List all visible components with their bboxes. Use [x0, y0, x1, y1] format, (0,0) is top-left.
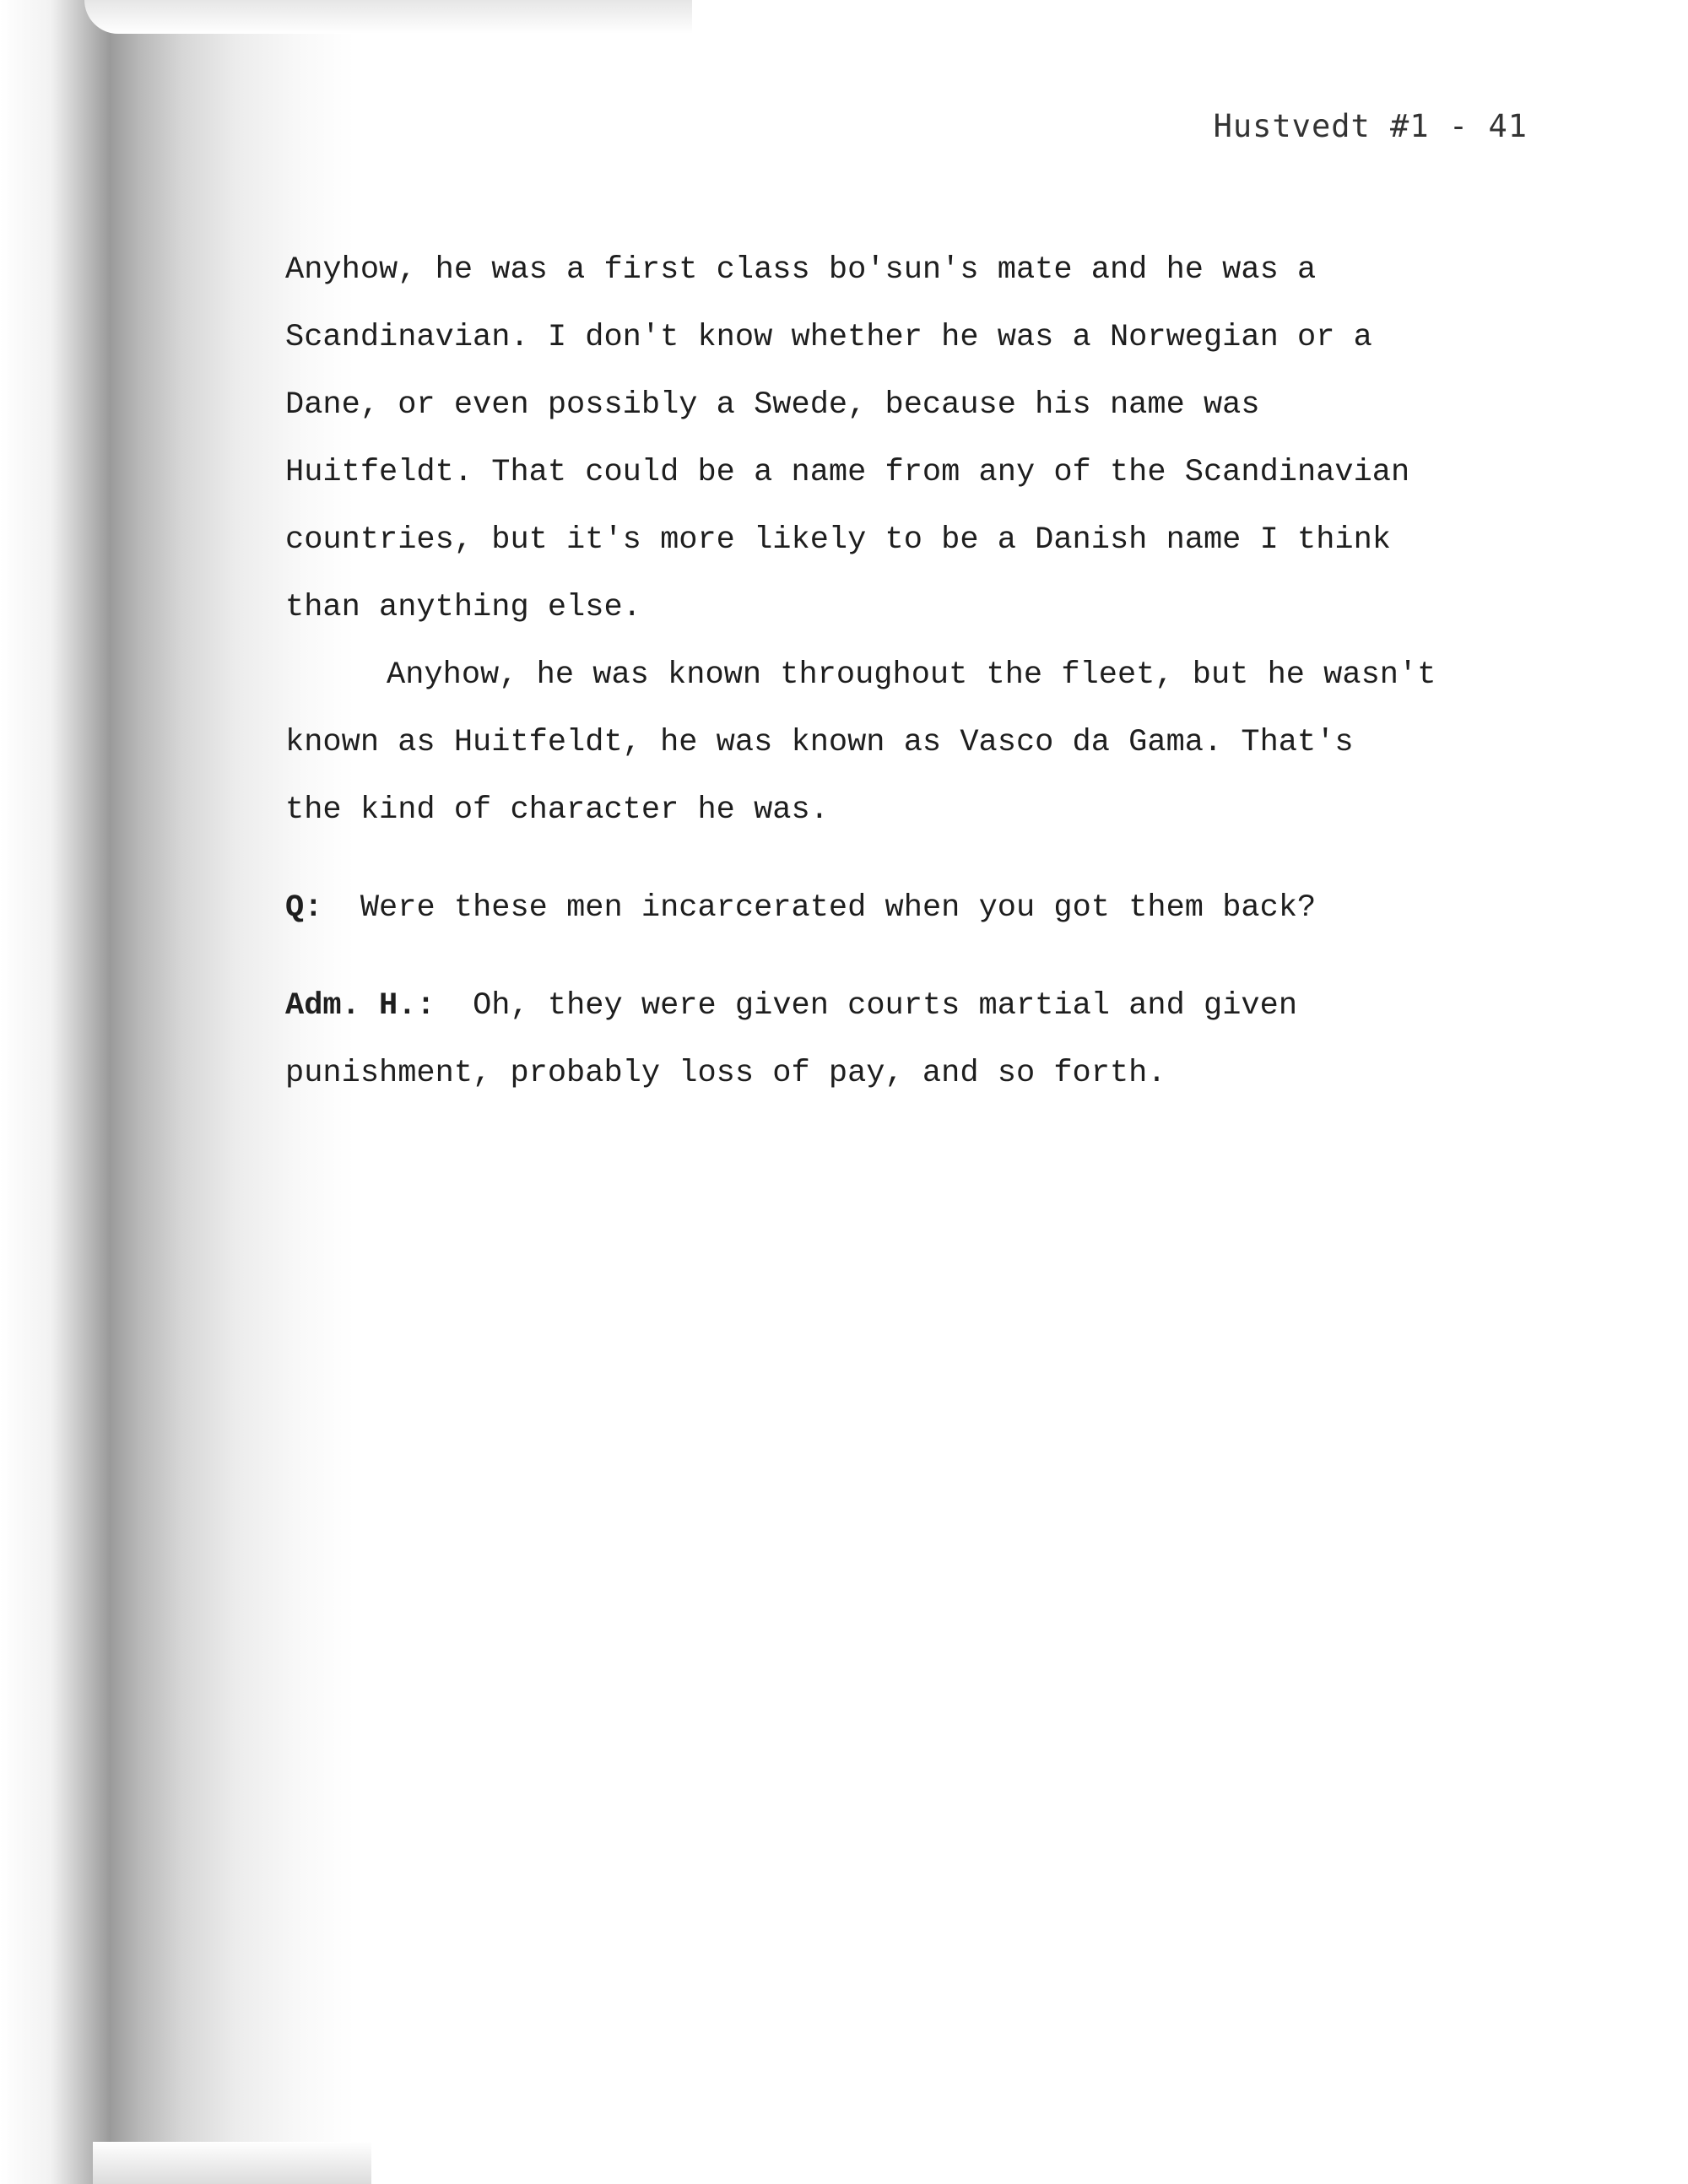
- answer-text: Oh, they were given courts martial and given: [473, 988, 1298, 1024]
- text-line: than anything else.: [285, 590, 641, 625]
- answer-line: [285, 972, 1551, 1040]
- spacer: [285, 844, 1551, 874]
- text-line: Dane, or even possibly a Swede, because his name was: [285, 387, 1260, 423]
- text-line: punishment, probably loss of pay, and so forth.: [285, 1056, 1166, 1091]
- text-line: countries, but it's more likely to be a Danish name I think: [285, 522, 1392, 558]
- page-curl-bottom: [93, 2142, 371, 2184]
- answer: [285, 972, 1551, 1107]
- text-line: Anyhow, he was a first class bo'sun's mate and he was a: [285, 252, 1317, 288]
- question-line: [285, 874, 1551, 942]
- page-curl-top: [84, 0, 692, 34]
- text-line: the kind of character he was.: [285, 792, 829, 828]
- text-line: Huitfeldt. That could be a name from any of the Scandinavian: [285, 455, 1410, 490]
- question-text: Were these men incarcerated when you got them back?: [360, 890, 1317, 926]
- paragraph: [285, 236, 1551, 641]
- answer-speaker: Adm. H.:: [285, 988, 436, 1024]
- text-line: Scandinavian. I don't know whether he was a Norwegian or a: [285, 320, 1372, 355]
- paragraph: [285, 641, 1551, 844]
- transcript-body: [285, 236, 1551, 1107]
- text-line: known as Huitfeldt, he was known as Vasco da Gama. That's: [285, 725, 1354, 760]
- page-header: Hustvedt #1 - 41: [1213, 108, 1528, 144]
- spacer: [285, 942, 1551, 972]
- question-speaker: Q:: [285, 890, 323, 926]
- text-line: Anyhow, he was known throughout the fleet, but he wasn't: [387, 657, 1436, 693]
